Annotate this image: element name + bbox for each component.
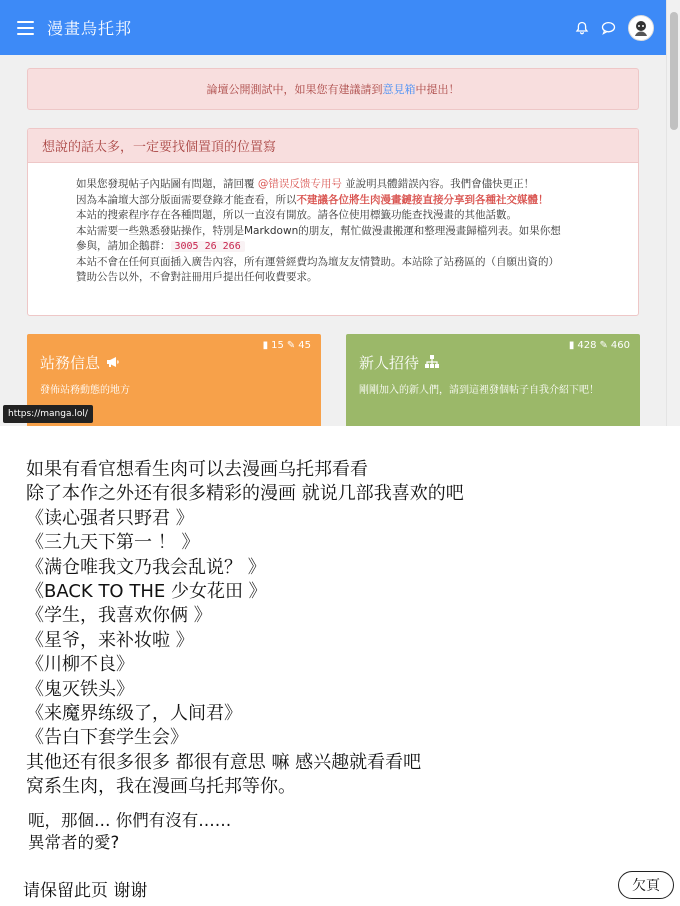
beta-notice-banner bbox=[27, 68, 639, 110]
card-title[interactable]: 新人招待 bbox=[359, 352, 439, 373]
announcement-line: 如果您發現帖子內貼圖有問題，請回覆 @错误反馈专用号 並說明具體錯誤內容。我們會儘快更正！ bbox=[76, 178, 535, 190]
caption-line: 窝系生肉，我在漫画乌托邦等你。 bbox=[26, 776, 296, 798]
notice-prefix: 論壇公開測試中，如果您有建議請到 bbox=[206, 83, 383, 96]
page-scrollbar[interactable] bbox=[666, 0, 680, 426]
hamburger-menu-icon[interactable] bbox=[17, 21, 34, 35]
error-report-mention[interactable]: @错误反馈专用号 bbox=[257, 178, 342, 190]
speech-text bbox=[28, 810, 231, 854]
card-stats: ▮ 428 ✎ 460 bbox=[568, 340, 630, 351]
forum-screenshot bbox=[0, 0, 680, 426]
card-title[interactable]: 站務信息 bbox=[40, 352, 120, 373]
caption-line: 《读心强者只野君 》 bbox=[26, 507, 194, 529]
caption-line: 《三九天下第一 ！ 》 bbox=[26, 532, 200, 554]
announcement-line: 因為本論壇大部分版面需要登錄才能查看，所以不建議各位將生肉漫畫鏈接直接分享到各種社交媒體！ bbox=[76, 193, 549, 206]
panel-title: 想說的話太多，一定要找個置頂的位置寫 bbox=[28, 129, 638, 163]
scanlation-caption bbox=[26, 458, 464, 800]
group-signature-logo: 欠頁 bbox=[618, 871, 674, 899]
megaphone-icon bbox=[106, 354, 120, 372]
caption-line: 《学生，我喜欢你俩 》 bbox=[26, 605, 212, 627]
dialog-line: 異常者的愛? bbox=[28, 833, 120, 852]
caption-line: 其他还有很多很多 都很有意思 嘛 感兴趣就看看吧 bbox=[26, 751, 422, 773]
caption-line: 《鬼灭铁头》 bbox=[26, 678, 134, 700]
caption-line: 《来魔界练级了，人间君》 bbox=[26, 703, 242, 725]
announcement-line: 本站需要一些熟悉發貼操作，特別是Markdown的朋友，幫忙做漫畫搬運和整理漫畫歸檔列表。如果你想 bbox=[76, 224, 561, 237]
caption-line: 《告白下套学生会》 bbox=[26, 727, 188, 749]
footer-note: 请保留此页 谢谢 bbox=[23, 881, 148, 901]
caption-line: 《BACK TO THE 少女花田 》 bbox=[26, 581, 267, 603]
book-icon: ▮ bbox=[262, 340, 269, 351]
qq-group-code: 3005 26 266 bbox=[171, 241, 245, 252]
link-url-tooltip: https://manga.lol/ bbox=[3, 405, 93, 423]
card-description: 剛剛加入的新人們，請到這裡發個帖子自我介紹下吧！ bbox=[359, 385, 599, 396]
caption-line: 《满仓唯我文乃我会乱说？ 》 bbox=[26, 556, 266, 578]
bell-icon[interactable] bbox=[575, 21, 589, 35]
announcement-line: 參與，請加企鵝群： 3005 26 266 bbox=[76, 239, 618, 255]
feedback-box-link[interactable]: 意見箱 bbox=[382, 83, 416, 96]
scrollbar-thumb[interactable] bbox=[670, 12, 678, 130]
notice-suffix: 中提出！ bbox=[415, 83, 460, 96]
top-navbar bbox=[0, 0, 666, 55]
pencil-icon: ✎ bbox=[599, 340, 608, 351]
pencil-icon: ✎ bbox=[286, 340, 296, 351]
chat-bubble-icon[interactable] bbox=[601, 21, 616, 35]
caption-line: 如果有看官想看生肉可以去漫画乌托邦看看 bbox=[26, 459, 368, 480]
caption-line: 除了本作之外还有很多精彩的漫画 就说几部我喜欢的吧 bbox=[26, 483, 464, 505]
announcement-line: 贊助公告以外，不會對註冊用戶提出任何收費要求。 bbox=[76, 271, 318, 283]
sitemap-icon bbox=[425, 354, 439, 372]
user-avatar[interactable] bbox=[628, 15, 654, 41]
caption-line: 《星爷，来补妆啦 》 bbox=[26, 629, 194, 651]
book-icon: ▮ bbox=[568, 340, 575, 351]
announcement-line: 本站不會在任何頁面插入廣告內容，所有運營經費均為壇友友情贊助。本站除了站務區的（自願出資的） bbox=[76, 255, 559, 268]
announcement-line: 本站的搜索程序存在各種問題，所以一直沒有開放。請各位使用標籤功能查找漫畫的其他話數。 bbox=[76, 209, 517, 221]
forum-card-newcomers[interactable] bbox=[346, 334, 640, 426]
card-stats: ▮ 15 ✎ 45 bbox=[262, 340, 311, 351]
dialog-line: 呃，那個… 你們有沒有…… bbox=[28, 811, 232, 830]
card-description: 發佈站務動態的地方 bbox=[40, 385, 130, 396]
pinned-announcement-panel bbox=[27, 128, 639, 316]
site-brand[interactable]: 漫畫烏托邦 bbox=[47, 19, 133, 38]
caption-line: 《川柳不良》 bbox=[26, 654, 134, 676]
panel-body bbox=[28, 163, 638, 286]
